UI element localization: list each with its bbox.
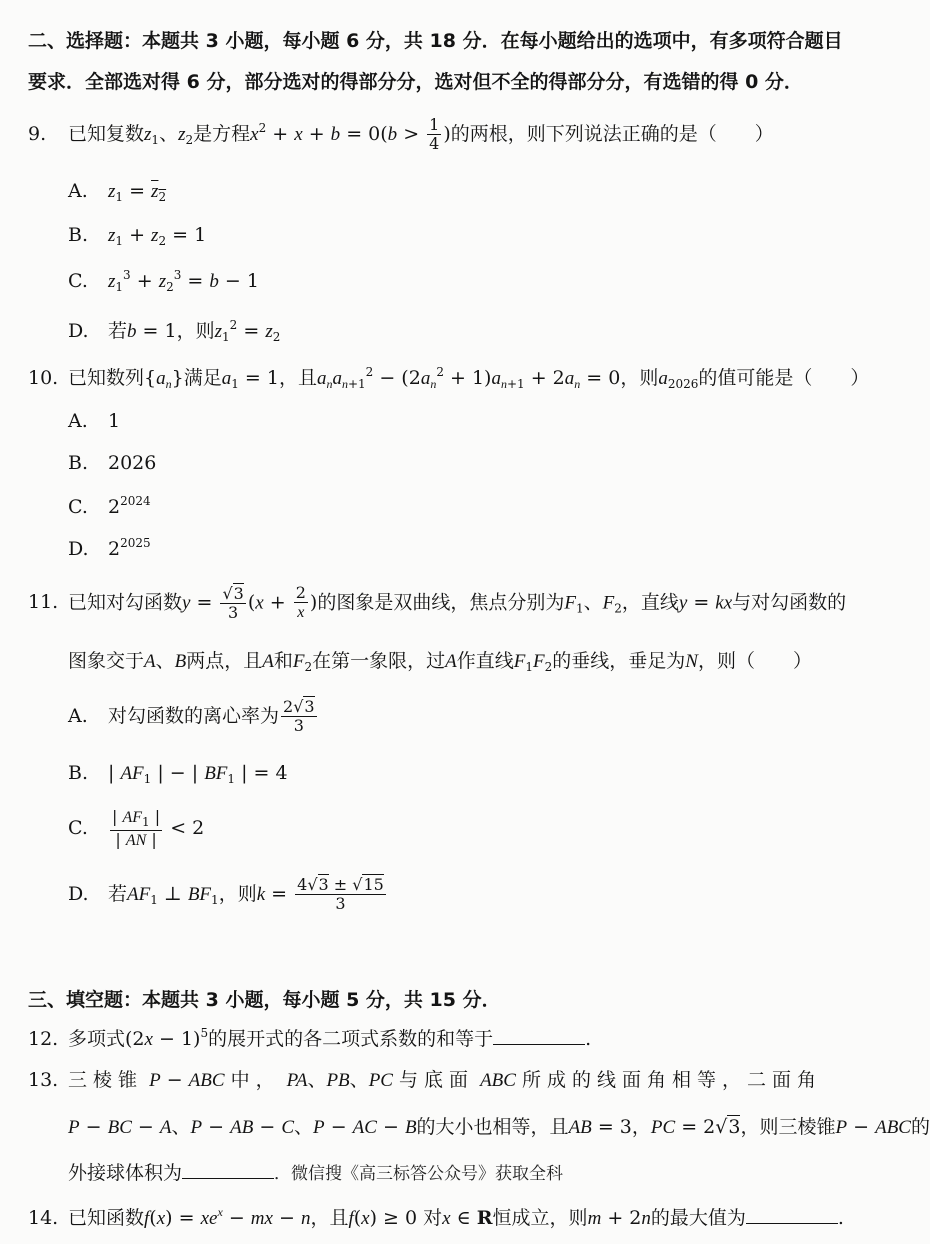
question-11-stem-line-2: 图象交于A、B两点，且A和$F_2$在第一象限，过A作直线$F_1F_2$的垂线，垂足为N，则（ ）: [68, 650, 812, 674]
question-13-stem-line-3: 外接球体积为 ．微信搜《高三标答公众号》获取全科: [68, 1162, 564, 1184]
watermark-text: ．微信搜《高三标答公众号》获取全科: [274, 1164, 564, 1184]
answer-blank-14[interactable]: [746, 1207, 838, 1224]
question-13-stem-line-2: P − BC − A、P − AB − C、P − AC − B的大小也相等，且AB = 3，PC = 2√3，则三棱锥P − ABC的: [68, 1116, 930, 1138]
question-11-option-d[interactable]: D. 若$AF_1$ ⊥ $BF_1$，则k = $\frac{4√3 \pm √15}{3}$: [68, 875, 384, 914]
question-10-option-c[interactable]: C. $2^{2024}$: [68, 494, 151, 518]
question-10-option-b[interactable]: B. 2026: [68, 452, 157, 474]
section-2-heading-cont: 要求．全部选对得 6 分，部分选对的得部分分，选对但不全的得部分分，有选错的得 0 分．: [28, 71, 803, 93]
question-10-stem: 10. 已知数列$\{a_n\}$满足$a_1 = 1$，且$a_na_{n+1}^2 - (2a_n^2 + 1)a_{n+1} + 2a_n = 0$，则$a_{2026}$的值可能是（ ）: [28, 365, 870, 391]
question-9-stem: 9. 已知复数$z_1$、$z_2$是方程$x^2 + x + b = 0(b$ > $\frac{1}{4}$ )的两根，则下列说法正确的是（ ）: [28, 115, 774, 154]
question-9-option-b[interactable]: B. $z_1 + z_2 = 1$: [68, 224, 207, 248]
question-9-option-a[interactable]: A. $z_1 = z_2$: [68, 180, 167, 204]
question-12-stem: 12. 多项式$(2x - 1)^5$的展开式的各二项式系数的和等于 .: [28, 1026, 592, 1050]
question-10-option-a[interactable]: A. 1: [68, 410, 121, 432]
question-14-stem: 14. 已知函数$f(x) = xe^x$ − mx − n，且f(x) ≥ 0 对x ∈ R恒成立，则m + 2n的最大值为 .: [28, 1205, 844, 1229]
question-11-option-b[interactable]: B. | $AF_1$ | − | $BF_1$ | = 4: [68, 762, 288, 786]
section-2-heading: 二、选择题：本题共 3 小题，每小题 6 分，共 18 分．在每小题给出的选项中，有多项符合题目: [28, 30, 843, 52]
answer-blank-13[interactable]: [182, 1162, 274, 1179]
question-10-option-d[interactable]: D. $2^{2025}$: [68, 536, 151, 560]
answer-blank-12[interactable]: [493, 1028, 585, 1045]
question-number: 9.: [28, 122, 47, 145]
question-11-stem: 11. 已知对勾函数y = $\frac{√3}{3}$ (x + $\frac{2}{x}$ )的图象是双曲线，焦点分别为$F_1$、$F_2$，直线y = kx与对勾函数的: [28, 583, 847, 622]
question-9-option-d[interactable]: D. 若b = 1，则$z_1^2 = z_2$: [68, 318, 281, 344]
question-13-stem: 13. 三棱锥 P − ABC 中， PA、PB、PC 与底面 ABC 所成的线面角相等，二面角: [28, 1069, 823, 1091]
question-11-option-c[interactable]: C. $\frac{| AF_1 |}{| AN |}$ < 2: [68, 807, 205, 849]
question-9-option-c[interactable]: C. $z_1^3 + z_2^3 = b - 1$: [68, 268, 259, 294]
section-3-heading: 三、填空题：本题共 3 小题，每小题 5 分，共 15 分．: [28, 989, 501, 1011]
question-11-option-a[interactable]: A. 对勾函数的离心率为 $\frac{2√3}{3}$: [68, 697, 315, 736]
